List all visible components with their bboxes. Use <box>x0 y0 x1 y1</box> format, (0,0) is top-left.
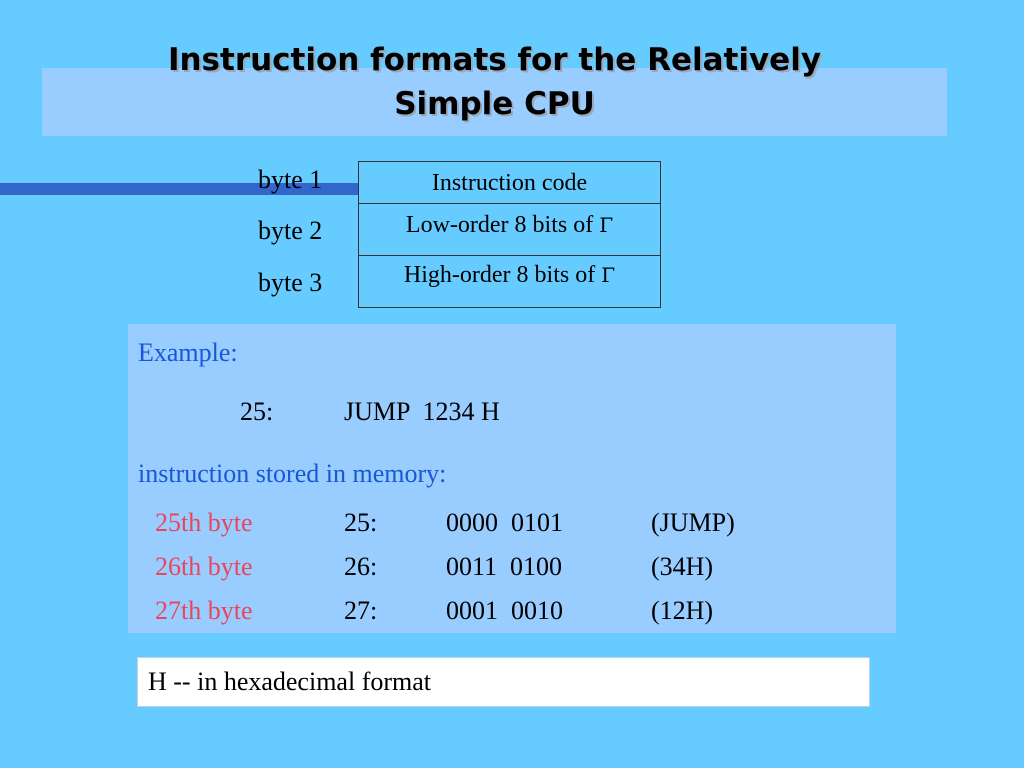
memory-row-1-byte: 25th byte <box>155 508 253 537</box>
slide-title-line-1: Instruction formats for the Relatively <box>167 42 822 78</box>
memory-row-1-address: 25: <box>344 508 378 537</box>
memory-row-1-bits: 0000 0101 <box>446 508 563 537</box>
slide-title <box>42 38 947 126</box>
gamma-symbol: Γ <box>601 263 616 287</box>
example-instruction: JUMP 1234 H <box>344 397 500 426</box>
gamma-symbol: Γ <box>599 213 614 237</box>
hex-note-box <box>137 657 870 707</box>
memory-row-2-address: 26: <box>344 552 378 581</box>
example-box <box>128 324 896 633</box>
format-row-high-order <box>359 255 660 307</box>
byte-label-2: byte 2 <box>258 216 323 245</box>
hex-note-text: H -- in hexadecimal format <box>148 667 431 696</box>
memory-row-2-bits: 0011 0100 <box>446 552 563 581</box>
memory-row-3-note: (12H) <box>651 596 714 625</box>
instruction-format-table <box>358 161 661 308</box>
memory-row-3-bits: 0001 0010 <box>446 596 563 625</box>
example-address: 25: <box>240 397 274 426</box>
format-row-low-order <box>359 203 660 255</box>
format-row-text: Instruction code <box>431 170 588 196</box>
format-row-text: High-order 8 bits of <box>403 262 596 288</box>
memory-row-3-byte: 27th byte <box>155 596 253 625</box>
byte-label-3: byte 3 <box>258 268 323 297</box>
example-heading: Example: <box>138 338 238 367</box>
stored-heading: instruction stored in memory: <box>138 459 447 488</box>
format-row-instruction-code <box>359 170 660 197</box>
slide-title-line-2: Simple CPU <box>394 86 595 122</box>
memory-row-1-note: (JUMP) <box>651 508 735 537</box>
memory-row-3-address: 27: <box>344 596 378 625</box>
memory-row-2-byte: 26th byte <box>155 552 253 581</box>
memory-row-2-note: (34H) <box>651 552 714 581</box>
byte-label-1: byte 1 <box>258 165 323 194</box>
format-row-text: Low-order 8 bits of <box>405 212 594 238</box>
